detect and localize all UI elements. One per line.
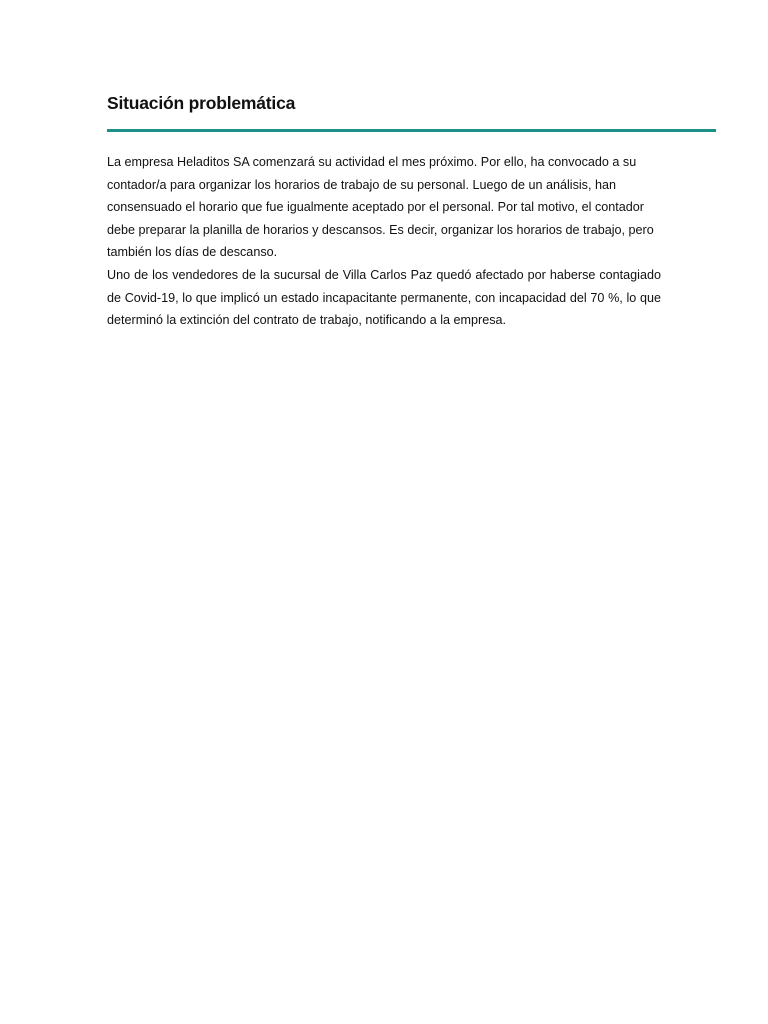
paragraph-situation-intro: La empresa Heladitos SA comenzará su actividad el mes próximo. Por ello, ha convocado a su contador/a para organizar los horarios de trabajo de su personal. Luego de un análisis, han consensuado el horario que fue igualmente aceptado por el personal. Por tal motivo, el contador debe preparar la planilla de horarios y descansos. Es decir, organizar los horarios de trabajo, pero también los días de descanso. <box>107 155 654 260</box>
heading-underline-rule <box>107 129 716 132</box>
section-heading: Situación problemática <box>107 93 296 113</box>
body-text <box>107 151 661 332</box>
paragraph-employee-incapacity: Uno de los vendedores de la sucursal de Villa Carlos Paz quedó afectado por haberse contagiado de Covid-19, lo que implicó un estado incapacitante permanente, con incapacidad del 70 %, lo que determinó la extinción del contrato de trabajo, notificando a la empresa. <box>107 267 661 328</box>
